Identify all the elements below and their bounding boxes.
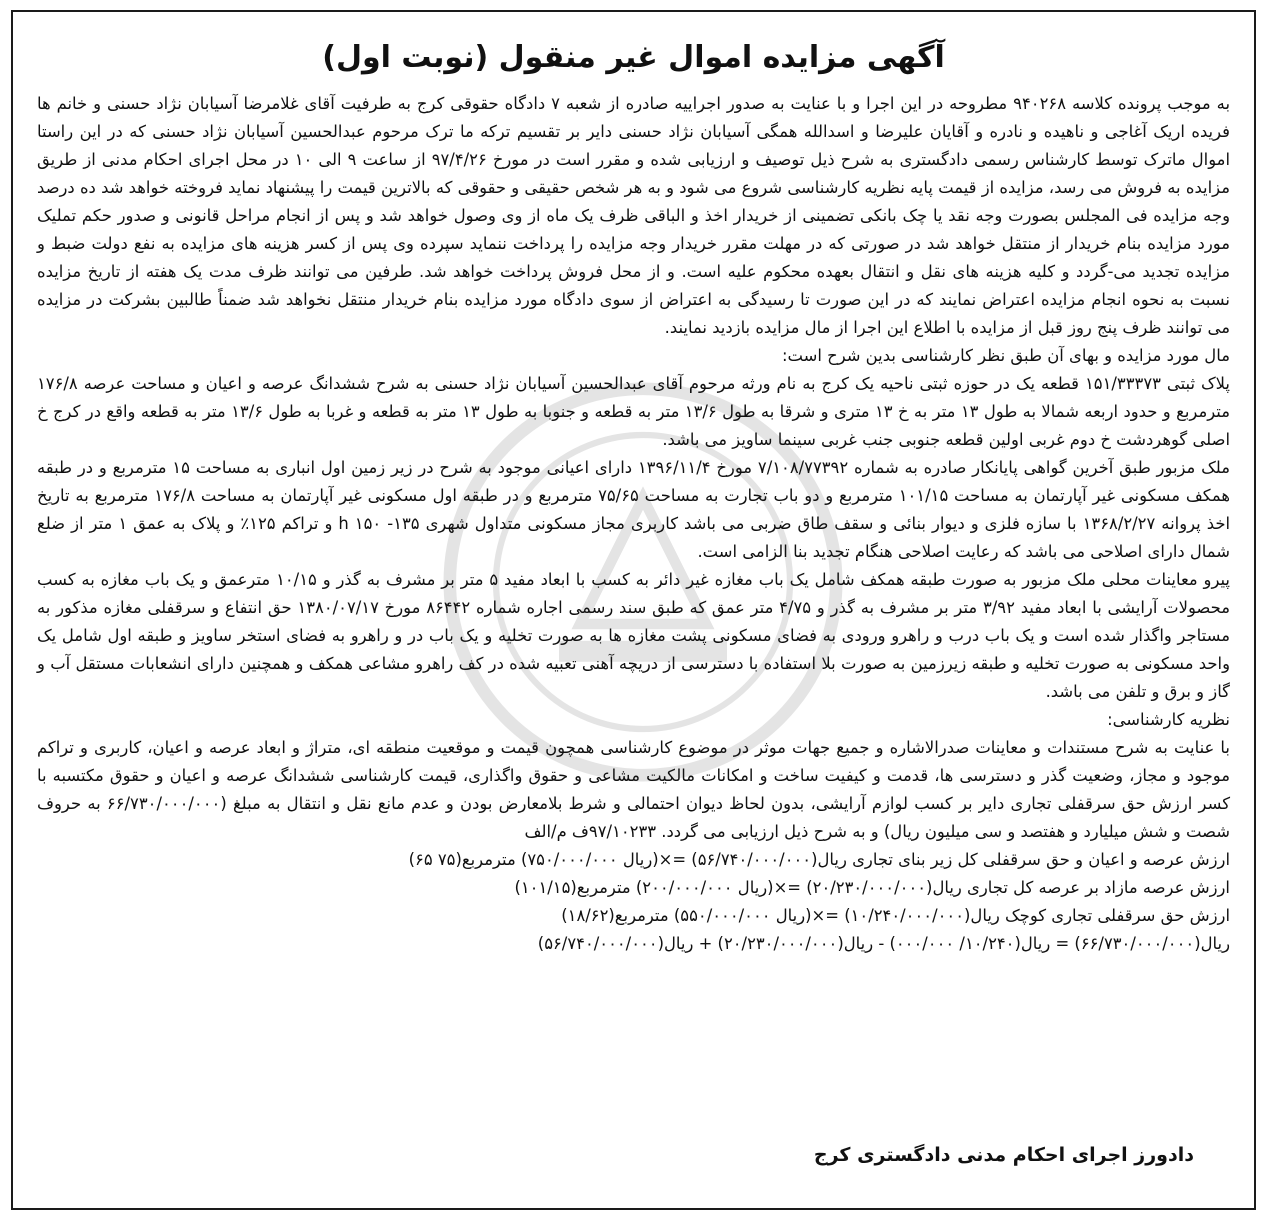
inspection-paragraph: پیرو معاینات محلی ملک مزبور به صورت طبقه همکف شامل یک باب مغازه غیر دائر به کسب با ابعاد مفید ۵ متر بر مشرف به گذر و ۱۰/۱۵ مترعمق و یک باب مغازه به کسب محصولات آرایشی با ابعاد مفید ۳/۹۲ متر بر مشرف به گذر و ۴/۷۵ متر عمق که طبق سند رسمی اجاره شماره ۸۶۴۴۲ مورخ ۱۳۸۰/۰۷/۱۷ حق انتفاع و سرقفلی مغازه مذکور به مستاجر واگذار شده است و یک باب درب و راهرو ورودی به فضای مسکونی پشت مغازه ها به صورت تخلیه و یک باب در و راهرو به فضای استخر ساویز و طبقه اول شامل یک واحد مسکونی به صورت تخلیه و طبقه زیرزمین به صورت بلا استفاده با دسترسی از دریچه آهنی تعبیه شده در کف راهرو مشاعی همکف و همچنین دارای انشعابات مستقل آب و گاز و برق و تلفن می باشد. [37,570,1231,701]
intro-paragraph: به موجب پرونده کلاسه ۹۴۰۲۶۸ مطروحه در این اجرا و با عنایت به صدور اجراییه صادره از شعبه ۷ دادگاه حقوقی کرج به طرفیت آقای غلامرضا آسیابان نژاد حسنی و خانم ها فریده اریک آغاجی و ناهیده و نادره و آقایان علیرضا و اسدالله همگی آسیابان نژاد حسنی دایر بر تقسیم ترکه ما ترک مرحوم عبدالحسین آسیابان نژاد حسنی که در این راستا اموال ماترک توسط کارشناس رسمی دادگستری به شرح ذیل توصیف و ارزیابی شده و مقرر است در مورخ ۹۷/۴/۲۶ از ساعت ۹ الی ۱۰ در محل اجرای احکام مدنی از طریق مزایده به فروش می رسد، مزایده از قیمت پایه نظریه کارشناسی شروع می شود و به هر شخص حقیقی و حقوقی که بالاترین قیمت را پیشنهاد نماید فروخته خواهد شد ده درصد وجه مزایده فی المجلس بصورت وجه نقد یا چک بانکی تضمینی از خریدار اخذ و الباقی ظرف یک ماه از وی وصول خواهد شد و پس از انجام مراحل قانونی و صدور حکم تملیک مورد مزایده بنام خریدار از منتقل خواهد شد در صورتی که در مهلت مقرر خریدار وجه مزایده را پرداخت ننماید سپرده وی پس از کسر هزینه های مزایده به نفع دولت ضبط و مزایده تجدید می-گردد و کلیه هزینه های نقل و انتقال بعهده محکوم علیه است. و از محل فروش پرداخت خواهد شد. طرفین می توانند ظرف مدت یک هفته از تاریخ مزایده نسبت به نحوه انجام مزایده اعتراض نمایند که در این صورت تا رسیدگی به اعتراض از سوی دادگاه مورد مزایده بنام خریدار منتقل نخواهد شد ضمناً طالبین بشرکت در مزایده می توانند ظرف پنج روز قبل از مزایده با اطلاع این اجرا از مال مزایده بازدید نمایند. [37,94,1231,337]
opinion-heading: نظریه کارشناسی: [1107,710,1230,729]
signature: دادورز اجرای احکام مدنی دادگستری کرج [813,1144,1194,1166]
subject-heading: مال مورد مزایده و بهای آن طبق نظر کارشناسی بدین شرح است: [782,346,1230,365]
valuation-line: ارزش عرصه و اعیان و حق سرقفلی کل زیر بنای تجاری ریال(۵۶/۷۴۰/۰۰۰/۰۰۰) =×(ریال ۷۵۰/۰۰۰/۰۰۰) مترمربع(۷۵ ۶۵) [408,850,1230,869]
notice-frame [11,10,1256,1210]
opinion-paragraph: با عنایت به شرح مستندات و معاینات صدرالاشاره و جمیع جهات موثر در موضوع کارشناسی همچون قیمت و موقعیت منطقه ای، متراژ و ابعاد عرصه و اعیان، کاربری و تراکم موجود و مجاز، وضعیت گذر و دسترسی ها، قدمت و کیفیت ساخت و امکانات مالکیت مشاعی و حقوق واگذاری، قیمت کارشناسی ششدانگ عرصه و اعیان و حقوق مکتسبه با کسر ارزش حق سرقفلی تجاری دایر بر کسب لوازم آرایشی، بدون لحاظ دیوان احتمالی و شرط بلامعارض بودن و عدم مانع نقل و انتقال به مبلغ (۶۶/۷۳۰/۰۰۰/۰۰۰ به حروف شصت و شش میلیارد و هفتصد و سی میلیون ریال) و به شرح ذیل ارزیابی می گردد. ۹۷/۱۰۲۳۳ف م/الف [37,738,1230,841]
plaque-paragraph: پلاک ثبتی ۱۵۱/۳۳۳۷۳ قطعه یک در حوزه ثبتی ناحیه یک کرج به نام ورثه مرحوم آقای عبدالحسین آسیابان نژاد حسنی به شرح ششدانگ عرصه و اعیان و مساحت عرصه ۱۷۶/۸ مترمربع و حدود اربعه شمالا به طول ۱۳ متر به خ ۱۳ متری و شرقا به طول ۱۳/۶ متر به قطعه و جنوبا به طول ۱۳ متر به قطعه و غربا به طول ۱۳/۶ متر به قطعه واقع در کرج خ اصلی گوهردشت خ دوم غربی اولین قطعه جنوبی جنب غربی سینما ساویز می باشد. [37,374,1230,449]
valuation-line: ارزش عرصه مازاد بر عرصه کل تجاری ریال(۲۰/۲۳۰/۰۰۰/۰۰۰) =×(ریال ۲۰۰/۰۰۰/۰۰۰) مترمربع(۱۰۱/۱۵) [514,878,1230,897]
notice-body [37,90,1230,958]
property-paragraph: ملک مزبور طبق آخرین گواهی پایانکار صادره به شماره ۷/۱۰۸/۷۷۳۹۲ مورخ ۱۳۹۶/۱۱/۴ دارای اعیانی موجود به شرح در زیر زمین اول انباری به مساحت ۱۵ مترمربع و در طبقه همکف مسکونی غیر آپارتمان به مساحت ۱۰۱/۱۵ مترمربع و دو باب تجارت به مساحت ۷۵/۶۵ مترمربع و در طبقه اول مسکونی غیر آپارتمان به مساحت ۱۷۶/۸ مترمربع به تاریخ اخذ پروانه ۱۳۶۸/۲/۲۷ با سازه فلزی و دیوار بنائی و سقف طاق ضربی می باشد کاربری مجاز مسکونی متداول شهری ۱۳۵- h ۱۵۰ و تراکم ۱۲۵٪ و پلاک به عمق ۱ متر از ضلع شمال دارای اصلاحی می باشد که رعایت اصلاحی هنگام تجدید بنا الزامی است. [37,458,1231,561]
notice-title: آگهی مزایده اموال غیر منقول (نوبت اول) [322,40,945,75]
valuation-line: ارزش حق سرقفلی تجاری کوچک ریال(۱۰/۲۴۰/۰۰۰/۰۰۰) =×(ریال ۵۵۰/۰۰۰/۰۰۰) مترمربع(۱۸/۶۲) [561,906,1230,925]
valuation-total: ریال(۶۶/۷۳۰/۰۰۰/۰۰۰) = ریال(۱۰/۲۴۰/ ۰۰۰/۰۰۰) - ریال(۲۰/۲۳۰/۰۰۰/۰۰۰) + ریال(۵۶/۷۴۰/۰۰۰/۰۰۰) [537,934,1230,953]
